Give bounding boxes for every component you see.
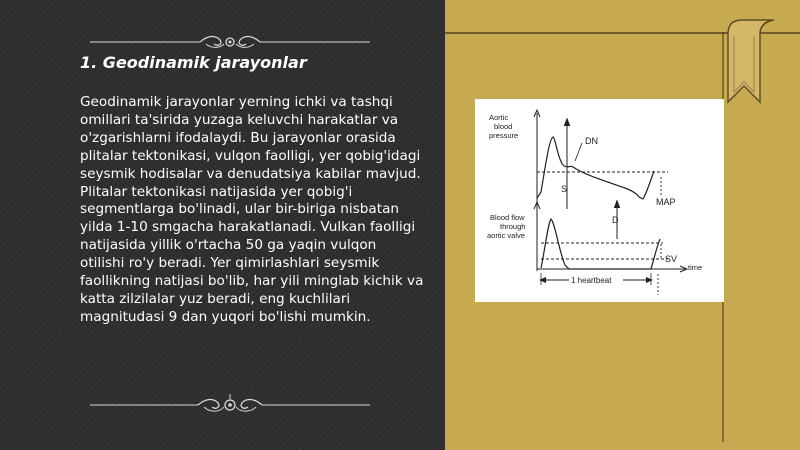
label-d: D: [612, 215, 619, 225]
figure-diagram: [475, 99, 724, 302]
bottom-ornament-icon: [90, 394, 370, 416]
top-y-label-3: pressure: [489, 131, 519, 140]
bottom-y-label-2: through: [500, 222, 526, 231]
pressure-waveform: [537, 137, 654, 199]
label-s: S: [561, 184, 568, 194]
bookmark-ribbon-icon: [720, 14, 782, 104]
top-y-label-2: blood: [494, 122, 513, 131]
label-dn: DN: [585, 136, 598, 146]
bottom-y-label-3: aortic valve: [487, 231, 525, 240]
label-sv: SV: [665, 254, 678, 264]
label-heartbeat: 1 heartbeat: [571, 276, 612, 285]
top-y-label-1: Aortic: [489, 113, 509, 122]
bottom-y-label-1: Blood flow: [490, 213, 525, 222]
label-time: time: [688, 263, 703, 272]
label-map: MAP: [656, 197, 676, 207]
hemodynamics-figure: [475, 99, 724, 302]
slide-title: 1. Geodinamik jarayonlar: [80, 53, 307, 72]
top-ornament-icon: [90, 34, 370, 50]
flow-waveform: [541, 219, 660, 269]
slide-body-text: Geodinamik jarayonlar yerning ichki va tashqi omillari ta'sirida yuzaga keluvchi harakatlar va o'zgarishlarni ifodalaydi. Bu jarayonlar orasida plitalar tektonikasi, vulqon faolligi, yer qobig'idagi seysmik hodisalar va denudatsiya kabilar mavjud. Plitalar tektonikasi natijasida yer qobig'i segmentlarga bo'linadi, ular bir-biriga nisbatan yilda 1-10 smgacha harakatlanadi. Vulkan faolligi natijasida yillik o'rtacha 50 ga yaqin vulqon otilishi ro'y beradi. Yer qimirlashlari seysmik faollikning natijasi bo'lib, har yili minglab kichik va katta zilzilalar yuz beradi, eng kuchlilari magnitudasi 9 dan yuqori bo'lishi mumkin.: [80, 94, 424, 325]
